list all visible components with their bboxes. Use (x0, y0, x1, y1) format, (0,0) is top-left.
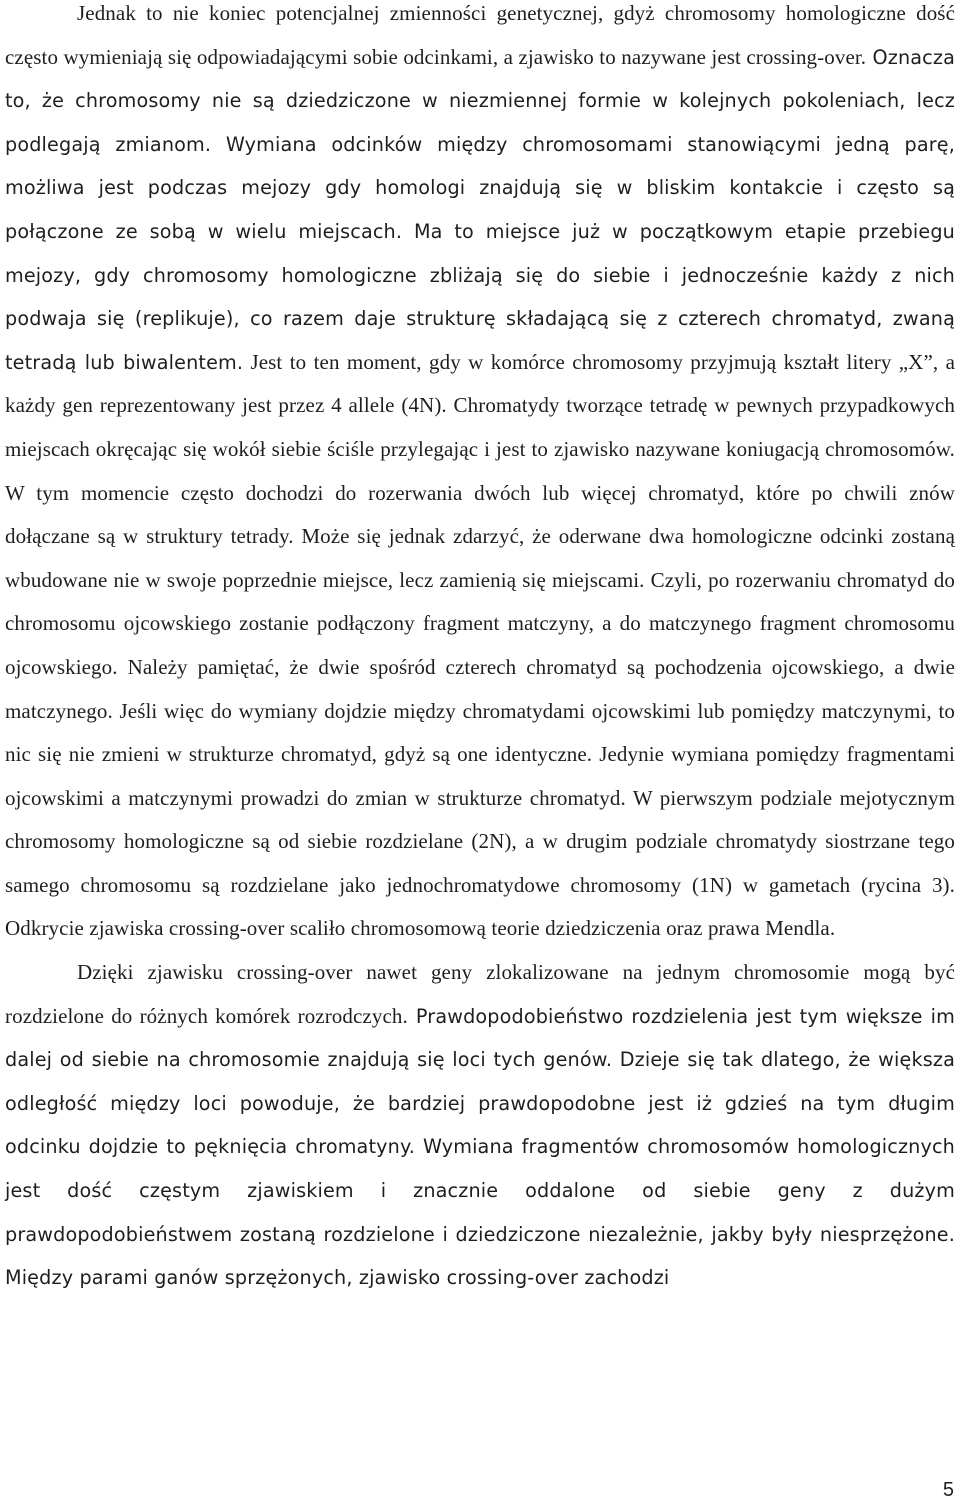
sentence: Oznacza to, że chromosomy nie są dziedziczone w niezmiennej formie w kolejnych pokoleniach, lecz podlegają zmianom. (5, 45, 956, 156)
sentence: Prawdopodobieństwo rozdzielenia jest tym większe im dalej od siebie na chromosomie znajdują się loci tych genów. Dzieje się tak dlatego, że większa odległość między loci powoduje, że bardziej prawdopodobne jest iż gdzieś na tym długim odcinku dojdzie to pęknięcia chromatyny. Wymiana fragmentów chromosomów homologicznych jest dość częstym zjawiskiem i znacznie oddalone od siebie geny z dużym prawdopodobieństwem zostaną rozdzielone i dziedziczone niezależnie, jakby były niesprzężone. Między parami ganów sprzężonych, zjawisko crossing-over zachodzi (5, 1004, 955, 1290)
body-text (5, 0, 955, 1300)
paragraph (5, 951, 955, 1300)
sentence: Jednak to nie koniec potencjalnej zmienności genetycznej, gdyż chromosomy homologiczne dość często wymieniają się odpowiadającymi sobie odcinkami, a zjawisko to nazywane jest crossing-over. (5, 1, 955, 69)
sentence: Wymiana odcinków między chromosomami stanowiącymi jedną parę, możliwa jest podczas mejozy gdy homologi znajdują się w bliskim kontakcie i często są połączone ze sobą w wielu miejscach. (5, 132, 955, 243)
page-number: 5 (942, 1479, 954, 1501)
sentence: Ma to miejsce już w początkowym etapie przebiegu mejozy, gdy chromosomy homologiczne zbliżają się do siebie i jednocześnie każdy z nich podwaja się (replikuje), co razem daje strukturę składającą się z czterech chromatyd, zwaną tetradą lub biwalentem. (5, 219, 955, 374)
paragraph (5, 0, 955, 951)
sentence: Jest to ten moment, gdy w komórce chromosomy przyjmują kształt litery „X”, a każdy gen reprezentowany jest przez 4 allele (4N). Chromatydy tworzące tetradę w pewnych przypadkowych miejscach okręcając się wokół siebie ściśle przylegając i jest to zjawisko nazywane koniugacją chromosomów. W tym momencie często dochodzi do rozerwania dwóch lub więcej chromatyd, które po chwili znów dołączane są w struktury tetrady. Może się jednak zdarzyć, że oderwane dwa homologiczne odcinki zostaną wbudowane nie w swoje poprzednie miejsce, lecz zamienią się miejscami. Czyli, po rozerwaniu chromatyd do chromosomu ojcowskiego zostanie podłączony fragment matczyny, a do matczynego fragment chromosomu ojcowskiego. Należy pamiętać, że dwie spośród czterech chromatyd są pochodzenia ojcowskiego, a dwie matczynego. Jeśli więc do wymiany dojdzie między chromatydami ojcowskimi lub pomiędzy matczynymi, to nic się nie zmieni w strukturze chromatyd, gdyż są one identyczne. Jedynie wymiana pomiędzy fragmentami ojcowskimi a matczynymi prowadzi do zmian w strukturze chromatyd. W pierwszym podziale mejotycznym chromosomy homologiczne są od siebie rozdzielane (2N), a w drugim podziale chromatydy siostrzane tego samego chromosomu są rozdzielane jako jednochromatydowe chromosomy (1N) w gametach (rycina 3). Odkrycie zjawiska crossing-over scaliło chromosomową teorie dziedziczenia oraz prawa Mendla. (5, 349, 955, 941)
sentence: Dzięki zjawisku crossing-over nawet geny zlokalizowane na jednym chromosomie mogą być rozdzielone do różnych komórek rozrodczych. (5, 960, 955, 1028)
